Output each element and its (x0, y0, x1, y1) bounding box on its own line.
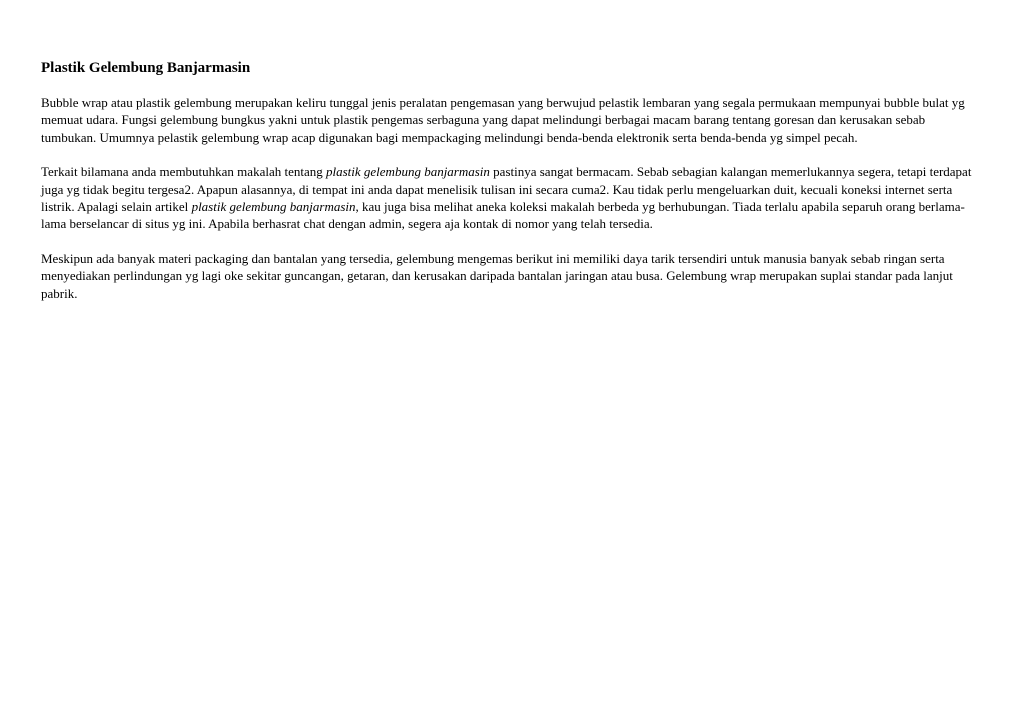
paragraph-text-segment: pastinya sangat bermacam. Sebab sebagian kalangan memerlukannya segera, tetapi terdapat juga yg tidak begitu tergesa2. Apapun alasannya, di tempat ini anda dapat menelisik tulisan ini secara cuma2. Kau tidak perlu mengeluarkan duit, kecuali koneksi internet serta listrik. Apalagi selain artikel (41, 164, 972, 215)
paragraph-text-segment: Terkait bilamana anda membutuhkan makalah tentang (41, 164, 326, 180)
document-page (41, 58, 976, 319)
paragraph-conclusion: Meskipun ada banyak materi packaging dan bantalan yang tersedia, gelembung mengemas berikut ini memiliki daya tarik tersendiri untuk manusia banyak sebab ringan serta menyediakan perlindungan yg lagi oke sekitar guncangan, getaran, dan kerusakan daripada bantalan jaringan atau busa. Gelembung wrap merupakan suplai standar pada lanjut pabrik. (41, 250, 953, 301)
page-title: Plastik Gelembung Banjarmasin (41, 60, 251, 76)
italic-keyword: plastik gelembung banjarmasin (191, 199, 356, 215)
paragraph-text-segment: , kau juga bisa melihat aneka koleksi makalah berbeda yg berhubungan. Tiada terlalu apabila separuh orang berlama-lama berselancar di situs yg ini. Apabila berhasrat chat dengan admin, segera aja kontak di nomor yang telah tersedia. (41, 199, 965, 232)
paragraph-article-info (41, 163, 976, 233)
paragraph-intro: Bubble wrap atau plastik gelembung merupakan keliru tunggal jenis peralatan pengemasan yang berwujud pelastik lembaran yang segala permukaan mempunyai bubble bulat yg memuat udara. Fungsi gelembung bungkus yakni untuk plastik pengemas serbaguna yang dapat melindungi berbagai macam barang tentang goresan dan kerusakan sebab tumbukan. Umumnya pelastik gelembung wrap acap digunakan bagi mempackaging melindungi benda-benda elektronik serta benda-benda yg simpel pecah. (41, 95, 965, 145)
italic-keyword: plastik gelembung banjarmasin (325, 164, 490, 180)
